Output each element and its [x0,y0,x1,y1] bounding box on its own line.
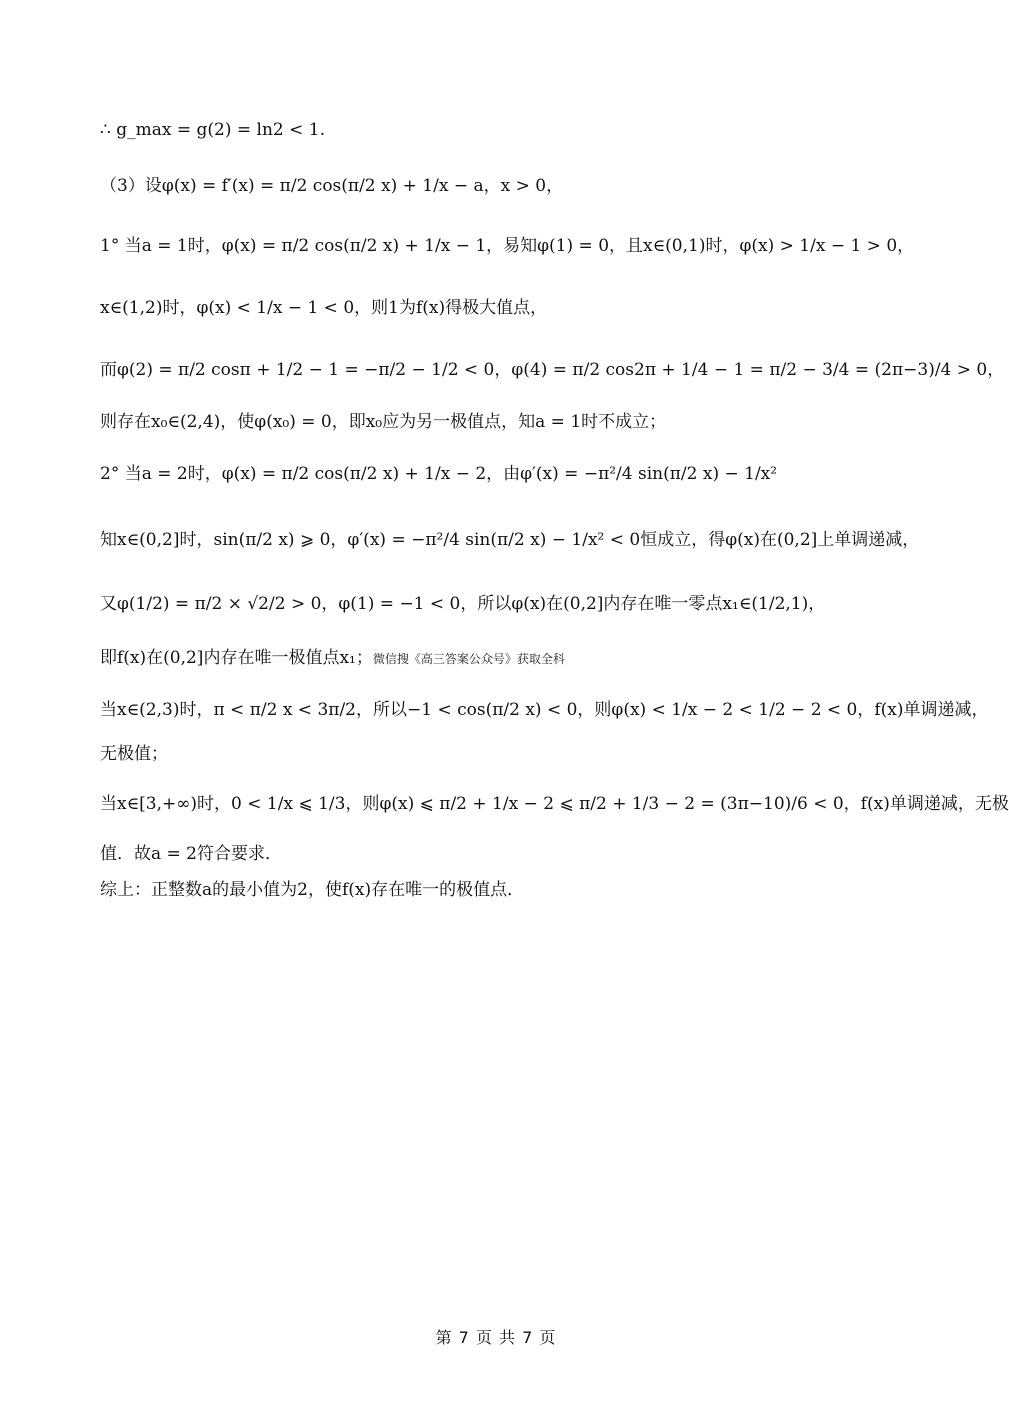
text-line-10 [100,646,892,671]
text-line-3: 1° 当a = 1时，φ(x) = π/2 cos(π/2 x) + 1/x − 1，易知φ(1) = 0，且x∈(0,1)时，φ(x) > 1/x − 1 > 0， [100,236,915,256]
text-line-13: 当x∈[3,+∞)时，0 < 1/x ⩽ 1/3，则φ(x) ⩽ π/2 + 1/x − 2 ⩽ π/2 + 1/3 − 2 = (3π−10)/6 < 0，f(x)单调递减，无极 [100,794,1009,814]
text-line-5: 而φ(2) = π/2 cosπ + 1/2 − 1 = −π/2 − 1/2 < 0，φ(4) = π/2 cos2π + 1/4 − 1 = π/2 − 3/4 = (2π−3)/4 > 0， [100,360,1005,380]
watermark-note: 微信搜《高三答案公众号》获取全科 [372,652,565,666]
page-footer: 第 7 页 共 7 页 [435,1328,557,1347]
text-line-10-main: 即f(x)在(0,2]内存在唯一极值点x₁； [100,648,373,668]
text-line-8: 知x∈(0,2]时，sin(π/2 x) ⩾ 0，φ′(x) = −π²/4 sin(π/2 x) − 1/x² < 0恒成立，得φ(x)在(0,2]上单调递减， [100,530,920,550]
text-line-12: 无极值； [100,744,168,764]
text-line-2: （3）设φ(x) = f′(x) = π/2 cos(π/2 x) + 1/x − a，x > 0， [100,176,564,196]
text-line-7: 2° 当a = 2时，φ(x) = π/2 cos(π/2 x) + 1/x − 2，由φ′(x) = −π²/4 sin(π/2 x) − 1/x² [100,464,778,484]
text-line-11: 当x∈(2,3)时，π < π/2 x < 3π/2，所以−1 < cos(π/2 x) < 0，则φ(x) < 1/x − 2 < 1/2 − 2 < 0，f(x)单调递减， [100,700,989,720]
text-line-4: x∈(1,2)时，φ(x) < 1/x − 1 < 0，则1为f(x)得极大值点， [100,298,548,318]
text-line-6: 则存在x₀∈(2,4)，使φ(x₀) = 0，即x₀应为另一极值点，知a = 1时不成立； [100,412,667,432]
text-line-9: 又φ(1/2) = π/2 × √2/2 > 0，φ(1) = −1 < 0，所以φ(x)在(0,2]内存在唯一零点x₁∈(1/2,1)， [100,594,826,614]
text-line-14: 值．故a = 2符合要求． [100,844,283,864]
text-line-1: ∴ g_max = g(2) = ln2 < 1. [100,120,325,140]
text-line-15: 综上：正整数a的最小值为2，使f(x)存在唯一的极值点． [100,880,525,900]
